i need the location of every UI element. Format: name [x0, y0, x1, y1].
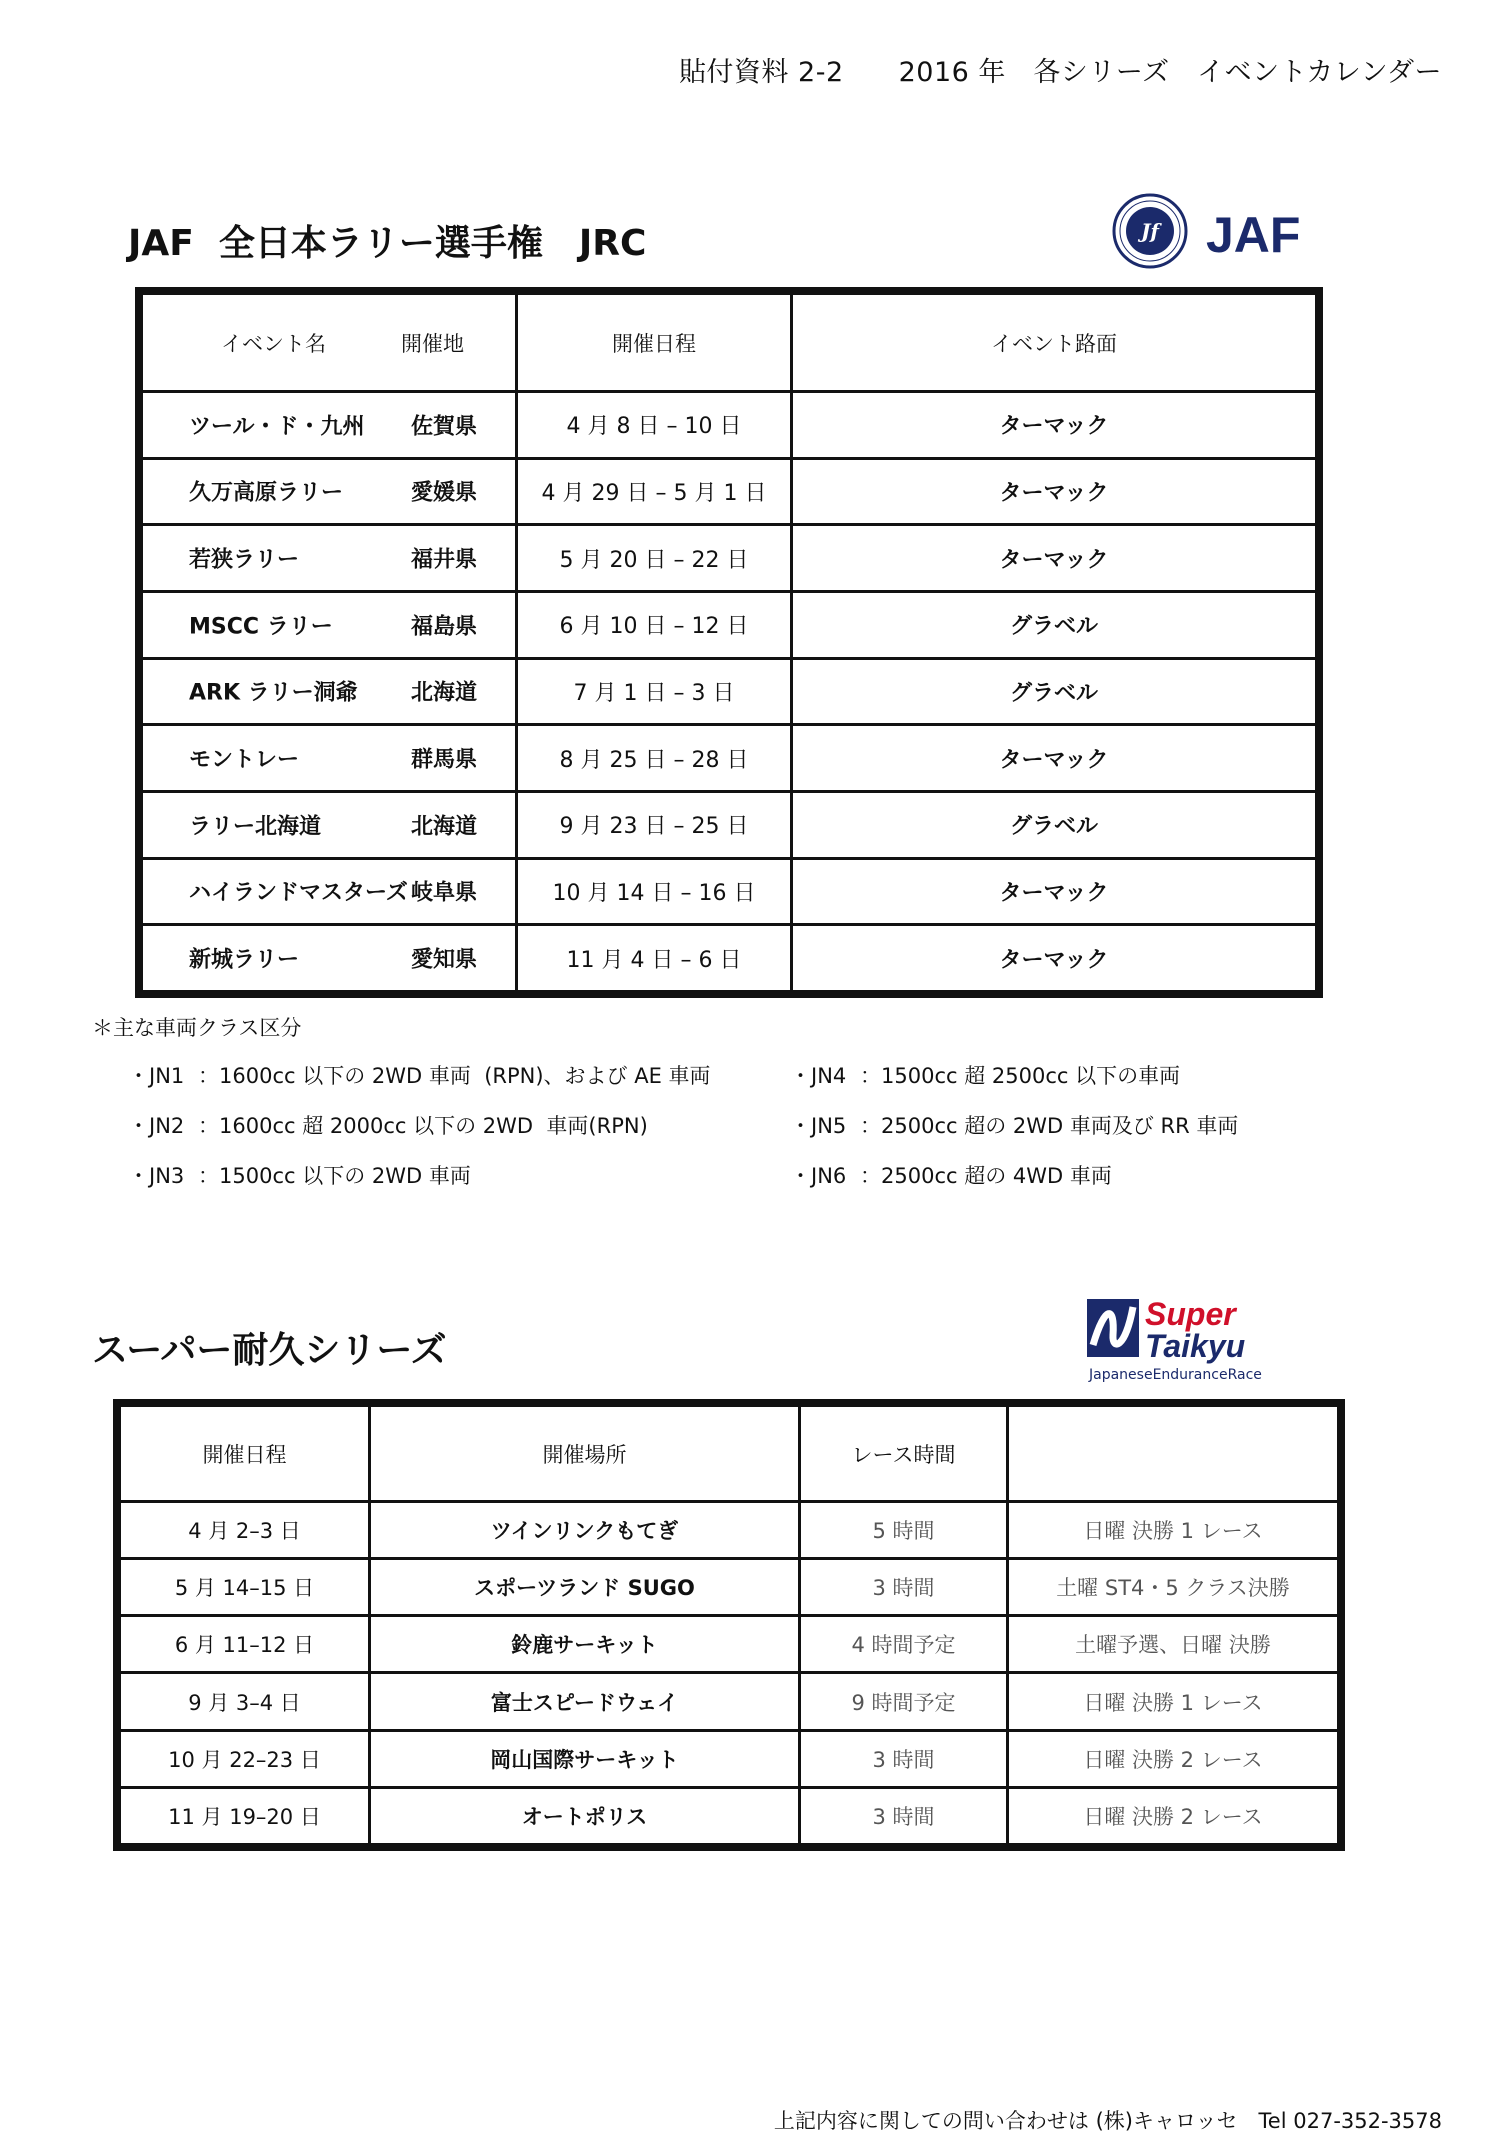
event-venue: 北海道: [410, 814, 477, 840]
col-header-event-venue: [142, 294, 517, 392]
event-dates: 10 月 14 日 – 16 日: [517, 858, 792, 925]
event-cell: [142, 591, 517, 658]
race-time: 3 時間: [800, 1730, 1008, 1787]
event-cell: [142, 858, 517, 925]
race-time: 3 時間: [800, 1559, 1008, 1616]
race-time: 5 時間: [800, 1502, 1008, 1559]
event-venue: 北海道: [410, 680, 477, 706]
race-dates: 10 月 22–23 日: [120, 1730, 370, 1787]
st-logo-tagline: JapaneseEnduranceRace: [1089, 1367, 1262, 1383]
race-notes: 土曜 ST4・5 クラス決勝: [1008, 1559, 1339, 1616]
race-notes: 日曜 決勝 1 レース: [1008, 1673, 1339, 1730]
event-name: モントレー: [189, 747, 300, 773]
race-time: 3 時間: [800, 1787, 1008, 1844]
page-header-title: 貼付資料 2-2 2016 年 各シリーズ イベントカレンダー: [678, 57, 1442, 88]
vehicle-class-desc: ：2500cc 超の 4WD 車両: [860, 1164, 1112, 1188]
event-name: 久万高原ラリー: [189, 480, 344, 506]
event-surface: グラベル: [792, 658, 1317, 725]
table-row: [142, 858, 1317, 925]
st-col-header-notes: [1008, 1406, 1339, 1502]
event-surface: グラベル: [792, 791, 1317, 858]
event-cell: [142, 725, 517, 792]
event-cell: [142, 458, 517, 525]
table-row: [142, 591, 1317, 658]
event-venue: 愛知県: [410, 947, 477, 973]
st-logo-line1: Super: [1145, 1296, 1236, 1332]
vehicle-class-code: ・JN2: [128, 1114, 185, 1138]
race-notes: 日曜 決勝 2 レース: [1008, 1787, 1339, 1844]
event-surface: ターマック: [792, 458, 1317, 525]
vehicle-class-desc: ：1600cc 以下の 2WD 車両 (RPN)、および AE 車両: [198, 1064, 711, 1088]
svg-text:Jf: Jf: [1140, 219, 1160, 243]
race-dates: 5 月 14–15 日: [120, 1559, 370, 1616]
jrc-calendar-table: [135, 287, 1323, 998]
event-name: ハイランドマスターズ: [189, 880, 408, 906]
col-header-venue: 開催地: [401, 331, 464, 356]
event-dates: 8 月 25 日 – 28 日: [517, 725, 792, 792]
table-row: [142, 525, 1317, 592]
race-venue: 鈴鹿サーキット: [370, 1616, 800, 1673]
col-header-surface: イベント路面: [792, 294, 1317, 392]
race-notes: 日曜 決勝 2 レース: [1008, 1730, 1339, 1787]
event-venue: 群馬県: [410, 747, 477, 773]
event-venue: 岐阜県: [410, 880, 477, 906]
super-taikyu-logo: [1085, 1295, 1313, 1385]
event-dates: 4 月 8 日 – 10 日: [517, 392, 792, 459]
vehicle-class-code: ・JN5: [790, 1114, 847, 1138]
event-surface: ターマック: [792, 858, 1317, 925]
event-surface: ターマック: [792, 725, 1317, 792]
st-table-header: [120, 1406, 1339, 1502]
event-name: ツール・ド・九州: [189, 414, 365, 440]
event-name: ARK ラリー洞爺: [189, 680, 358, 706]
race-dates: 6 月 11–12 日: [120, 1616, 370, 1673]
st-col-header-race-time: レース時間: [800, 1406, 1008, 1502]
event-name: MSCC ラリー: [189, 614, 333, 640]
event-surface: ターマック: [792, 925, 1317, 992]
table-row: [142, 925, 1317, 992]
vehicle-class-item: [790, 1110, 1238, 1140]
event-surface: ターマック: [792, 525, 1317, 592]
event-dates: 5 月 20 日 – 22 日: [517, 525, 792, 592]
st-logo-line2: Taikyu: [1145, 1328, 1246, 1364]
event-dates: 6 月 10 日 – 12 日: [517, 591, 792, 658]
vehicle-class-desc: ：1500cc 超 2500cc 以下の車両: [860, 1064, 1181, 1088]
table-row: [142, 725, 1317, 792]
vehicle-class-code: ・JN4: [790, 1064, 847, 1088]
race-venue: オートポリス: [370, 1787, 800, 1844]
table-row: [120, 1502, 1339, 1559]
race-venue: ツインリンクもてぎ: [370, 1502, 800, 1559]
jrc-table-header: [142, 294, 1317, 392]
table-row: [142, 658, 1317, 725]
event-cell: [142, 925, 517, 992]
table-row: [120, 1787, 1339, 1844]
table-row: [120, 1559, 1339, 1616]
event-name: 若狭ラリー: [189, 547, 300, 573]
event-name: ラリー北海道: [189, 814, 322, 840]
event-cell: [142, 791, 517, 858]
jaf-logo: [1110, 192, 1320, 270]
vehicle-class-item: [128, 1060, 711, 1090]
race-dates: 9 月 3–4 日: [120, 1673, 370, 1730]
vehicle-class-desc: ：1600cc 超 2000cc 以下の 2WD 車両(RPN): [198, 1114, 648, 1138]
table-row: [142, 458, 1317, 525]
race-venue: スポーツランド SUGO: [370, 1559, 800, 1616]
super-taikyu-section-title: スーパー耐久シリーズ: [92, 1330, 447, 1371]
table-row: [142, 392, 1317, 459]
table-row: [142, 791, 1317, 858]
jaf-logo-text: JAF: [1206, 207, 1301, 263]
table-row: [120, 1673, 1339, 1730]
event-dates: 4 月 29 日 – 5 月 1 日: [517, 458, 792, 525]
event-venue: 福井県: [410, 547, 477, 573]
event-dates: 9 月 23 日 – 25 日: [517, 791, 792, 858]
event-dates: 7 月 1 日 – 3 日: [517, 658, 792, 725]
race-dates: 11 月 19–20 日: [120, 1787, 370, 1844]
event-surface: グラベル: [792, 591, 1317, 658]
event-cell: [142, 658, 517, 725]
vehicle-class-item: [790, 1060, 1180, 1090]
event-venue: 福島県: [410, 614, 477, 640]
race-time: 9 時間予定: [800, 1673, 1008, 1730]
vehicle-class-desc: ：2500cc 超の 2WD 車両及び RR 車両: [860, 1114, 1239, 1138]
col-header-dates: 開催日程: [517, 294, 792, 392]
race-dates: 4 月 2–3 日: [120, 1502, 370, 1559]
vehicle-class-item: [128, 1160, 471, 1190]
race-venue: 富士スピードウェイ: [370, 1673, 800, 1730]
jrc-section-title: JAF 全日本ラリー選手権 JRC: [128, 223, 647, 264]
col-header-event: イベント名: [221, 331, 326, 356]
vehicle-class-title: ＊主な車両クラス区分: [92, 1016, 302, 1040]
event-dates: 11 月 4 日 – 6 日: [517, 925, 792, 992]
event-surface: ターマック: [792, 392, 1317, 459]
event-cell: [142, 392, 517, 459]
vehicle-class-item: [790, 1160, 1112, 1190]
race-notes: 土曜予選、日曜 決勝: [1008, 1616, 1339, 1673]
event-venue: 佐賀県: [410, 414, 477, 440]
vehicle-class-item: [128, 1110, 648, 1140]
event-venue: 愛媛県: [410, 480, 477, 506]
footer-contact: 上記内容に関しての問い合わせは (株)キャロッセ Tel 027-352-3578: [773, 2109, 1442, 2133]
vehicle-class-code: ・JN3: [128, 1164, 185, 1188]
event-cell: [142, 525, 517, 592]
race-venue: 岡山国際サーキット: [370, 1730, 800, 1787]
table-row: [120, 1730, 1339, 1787]
st-col-header-dates: 開催日程: [120, 1406, 370, 1502]
vehicle-class-desc: ：1500cc 以下の 2WD 車両: [198, 1164, 471, 1188]
vehicle-class-code: ・JN6: [790, 1164, 847, 1188]
st-col-header-venue: 開催場所: [370, 1406, 800, 1502]
vehicle-class-code: ・JN1: [128, 1064, 185, 1088]
super-taikyu-calendar-table: [113, 1399, 1345, 1851]
race-time: 4 時間予定: [800, 1616, 1008, 1673]
table-row: [120, 1616, 1339, 1673]
race-notes: 日曜 決勝 1 レース: [1008, 1502, 1339, 1559]
event-name: 新城ラリー: [189, 947, 300, 973]
